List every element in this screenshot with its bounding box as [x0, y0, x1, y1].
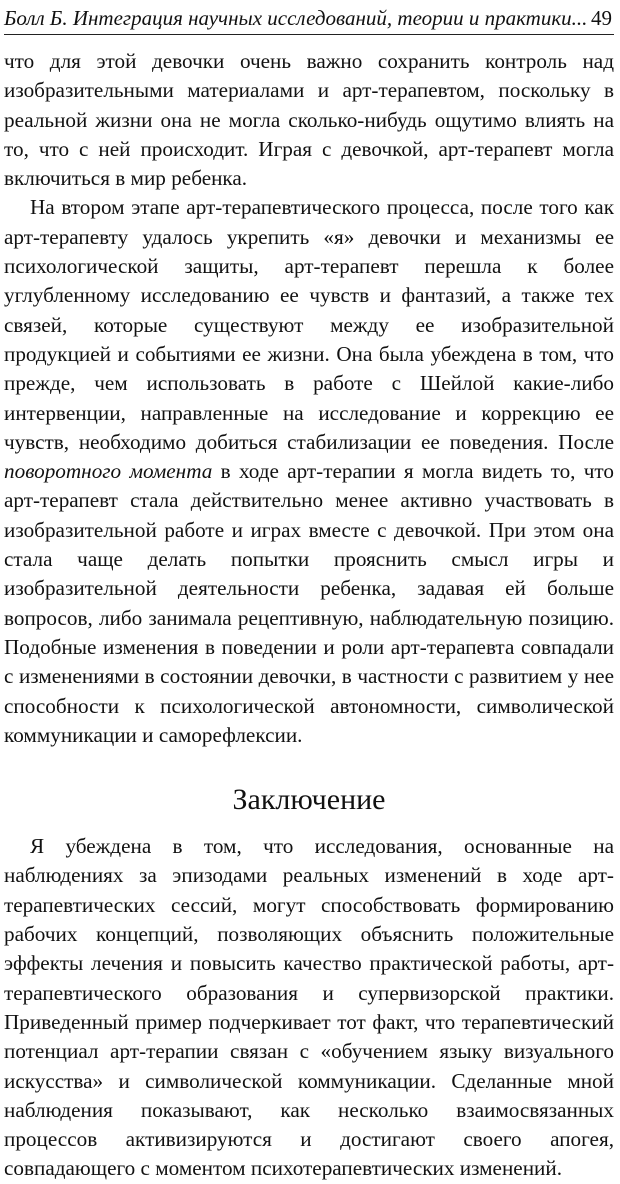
paragraph-text-before: На втором этапе арт-терапевтического процесса, после того как арт-терапевту удалось укрепить «я» девочки и механизмы ее психологической защиты, арт-терапевт перешла к более углубленному исследованию ее чувств и фантазий, а также тех связей, которые существуют между ее изобразительной продукцией и событиями ее жизни. Она была убеждена в том, что прежде, чем использовать в работе с Шейлой какие-либо интервенции, направленные на исследование и коррекцию ее чувств, необходимо добиться стабилизации ее поведения. После: [4, 195, 614, 454]
paragraph-second-stage: [4, 193, 614, 750]
paragraph-continued: что для этой девочки очень важно сохранить контроль над изобразительными материалами и арт-терапевтом, поскольку в реальной жизни она не могла сколько-нибудь ощутимо влиять на то, что с ней происходит. Играя с девочкой, арт-терапевт могла включиться в мир ребенка.: [4, 49, 614, 191]
page-number: 49: [591, 6, 612, 30]
body-text: [4, 47, 614, 1184]
header-rule: [4, 34, 614, 35]
running-title: Болл Б. Интеграция научных исследований, теории и практики...: [4, 6, 588, 30]
running-header: [4, 2, 614, 34]
section-heading: Заключение: [232, 783, 386, 817]
paragraph-text-after: в ходе арт-терапии я могла видеть то, что арт-терапевт стала действительно менее активно участвовать в изобразительной работе и играх вместе с девочкой. При этом она стала чаще делать попытки прояснить смысл игры и изобразительной деятельности ребенка, задавая ей больше вопросов, либо занимала рецептивную, наблюдательную позицию. Подобные изменения в поведении и роли арт-терапевта совпадали с изменениями в состоянии девочки, в частности с развитием у нее способности к психологической автономности, символической коммуникации и саморефлексии.: [4, 459, 614, 747]
emphasis-turning-point: поворотного момента: [4, 459, 213, 484]
book-page: [4, 0, 614, 1184]
paragraph-conclusion: Я убеждена в том, что исследования, основанные на наблюдениях за эпизодами реальных изменений в ходе арт-терапевтических сессий, могут способствовать формированию рабочих концепций, позволяющих объяснить положительные эффекты лечения и повысить качество практической работы, арт-терапевтического образования и супервизорской практики. Приведенный пример подчеркивает тот факт, что терапевтический потенциал арт-терапии связан с «обучением языку визуального искусства» и символической коммуникации. Сделанные мной наблюдения показывают, как несколько взаимосвязанных процессов активизируются и достигают своего апогея, совпадающего с моментом психотерапевтических изменений.: [4, 834, 614, 1181]
